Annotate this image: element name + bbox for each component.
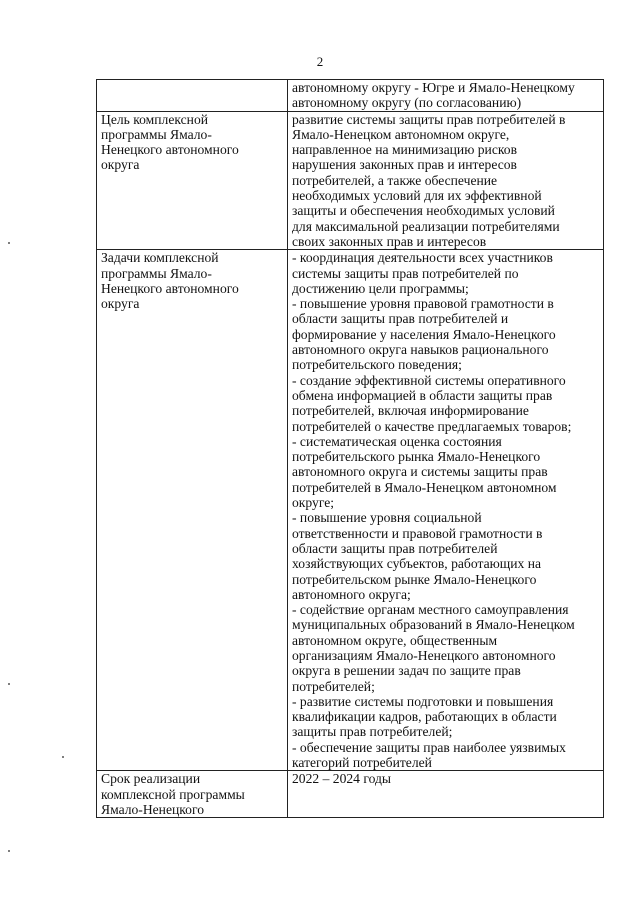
value-line: защиты прав потребителей; xyxy=(292,724,453,740)
row-continuation xyxy=(97,80,604,112)
label-cell xyxy=(97,250,288,771)
value-line: потребителей; xyxy=(292,678,375,694)
label-line: Ненецкого автономного xyxy=(101,142,239,158)
value-line: - содействие органам местного самоуправления xyxy=(292,602,569,618)
value-line: области защиты прав потребителей xyxy=(292,540,498,556)
label-cell xyxy=(97,111,288,250)
value-line: необходимых условий для их эффективной xyxy=(292,188,542,204)
label-line: программы Ямало- xyxy=(101,265,212,281)
value-line: развитие системы защиты прав потребителей в xyxy=(292,111,566,127)
scan-artifact-dot xyxy=(8,683,10,685)
value-line: потребительского поведения; xyxy=(292,357,462,373)
value-cell xyxy=(288,111,604,250)
label-line: Ямало-Ненецкого xyxy=(101,801,205,817)
value-line: потребителей в Ямало-Ненецком автономном xyxy=(292,479,557,495)
value-line: потребителей, а также обеспечение xyxy=(292,172,498,188)
row-goal xyxy=(97,111,604,250)
value-line: - создание эффективной системы оперативного xyxy=(292,372,566,388)
label-line: округа xyxy=(101,296,140,312)
value-line: хозяйствующих субъектов, работающих на xyxy=(292,556,542,572)
value-line: муниципальных образований в Ямало-Ненецком xyxy=(292,617,575,633)
value-line: 2022 – 2024 годы xyxy=(292,771,392,787)
value-line: достижению цели программы; xyxy=(292,280,469,296)
row-term xyxy=(97,771,604,818)
value-cell xyxy=(288,771,604,818)
value-line: автономного округа и системы защиты прав xyxy=(292,464,548,480)
value-line: - повышение уровня правовой грамотности в xyxy=(292,296,554,312)
label-line: округа xyxy=(101,157,140,173)
value-line: для максимальной реализации потребителями xyxy=(292,218,560,234)
value-line: категорий потребителей xyxy=(292,755,432,771)
value-cell xyxy=(288,80,604,112)
value-line: защиты и обеспечения необходимых условий xyxy=(292,203,555,219)
label-line: программы Ямало- xyxy=(101,126,212,142)
value-line: организациям Ямало-Ненецкого автономного xyxy=(292,647,556,663)
value-line: округа в решении задач по защите прав xyxy=(292,663,521,679)
label-line: Задачи комплексной xyxy=(101,250,219,266)
row-tasks xyxy=(97,250,604,771)
page-number: 2 xyxy=(316,54,324,69)
value-line: - развитие системы подготовки и повышения xyxy=(292,693,554,709)
label-line: комплексной программы xyxy=(101,786,245,802)
scan-artifact-dot xyxy=(62,756,64,758)
value-line: нарушения законных прав и интересов xyxy=(292,157,517,173)
value-line: направленное на минимизацию рисков xyxy=(292,142,517,158)
label-line: Срок реализации xyxy=(101,771,201,787)
value-line: - координация деятельности всех участников xyxy=(292,250,553,266)
value-line: автономном округе, общественным xyxy=(292,632,498,648)
value-line: системы защиты прав потребителей по xyxy=(292,265,519,281)
value-line: потребительского рынка Ямало-Ненецкого xyxy=(292,449,541,465)
value-line: квалификации кадров, работающих в области xyxy=(292,709,557,725)
scan-artifact-dot xyxy=(8,850,10,852)
value-line: автономному округу - Югре и Ямало-Ненецкому xyxy=(292,80,575,95)
value-line: потребительском рынке Ямало-Ненецкого xyxy=(292,571,537,587)
value-line: Ямало-Ненецком автономном округе, xyxy=(292,126,510,142)
value-line: - повышение уровня социальной xyxy=(292,510,482,526)
value-line: автономному округу (по согласованию) xyxy=(292,95,522,111)
value-line: своих законных прав и интересов xyxy=(292,233,487,249)
value-cell xyxy=(288,250,604,771)
value-line: формирование у населения Ямало-Ненецкого xyxy=(292,326,556,342)
scan-artifact-dot xyxy=(8,242,10,244)
value-line: ответственности и правовой грамотности в xyxy=(292,525,543,541)
value-line: области защиты прав потребителей и xyxy=(292,311,509,327)
label-line: Цель комплексной xyxy=(101,111,209,127)
value-line: округе; xyxy=(292,495,335,511)
value-line: потребителей о качестве предлагаемых товаров; xyxy=(292,418,572,434)
value-line: обмена информацией в области защиты прав xyxy=(292,387,553,403)
value-line: - обеспечение защиты прав наиболее уязвимых xyxy=(292,739,566,755)
label-cell xyxy=(97,80,288,112)
label-line: Ненецкого автономного xyxy=(101,280,239,296)
value-line: автономного округа навыков рационального xyxy=(292,342,549,358)
value-line: потребителей, включая информирование xyxy=(292,403,529,419)
label-cell xyxy=(97,771,288,818)
value-line: автономного округа; xyxy=(292,586,411,602)
passport-table xyxy=(96,79,604,818)
value-line: - систематическая оценка состояния xyxy=(292,433,502,449)
